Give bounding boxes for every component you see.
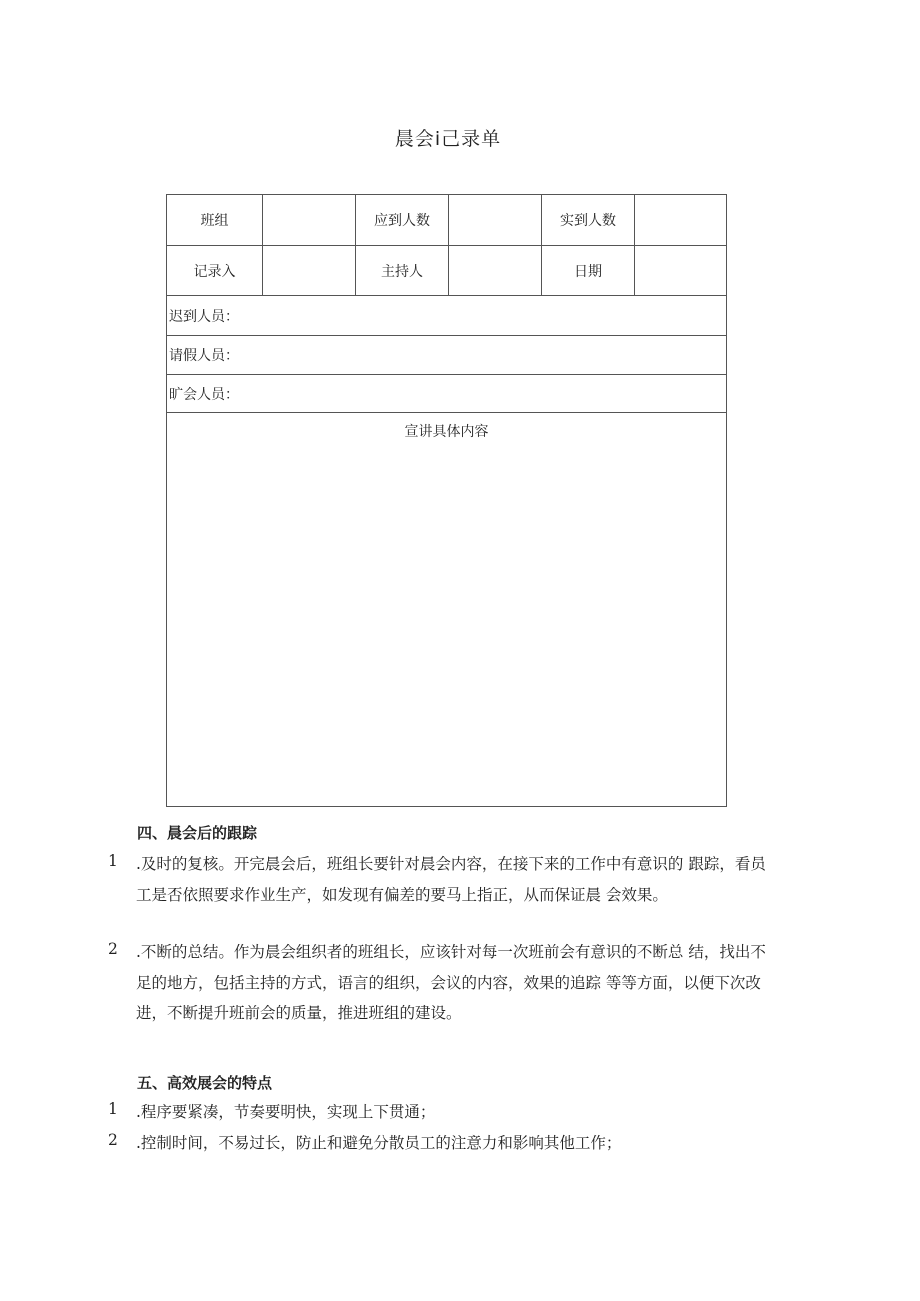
item-text: .不断的总结。作为晨会组织者的班组长，应该针对每一次班前会有意识的不断总 结，找出不足的地方，包括主持的方式，语言的组织，会议的内容，效果的追踪 等等方面，以便下次改进，不断提升班前会的质量，推进班组的建设。 [136,943,766,1022]
absent-staff-label: 旷会人员： [169,386,239,403]
item-number: 2 [108,940,118,958]
host-label: 主持人 [356,246,449,295]
item-text: .程序要紧凑，节奏要明快，实现上下贯通； [136,1103,436,1121]
host-field[interactable] [449,246,542,295]
recorder-field[interactable] [263,246,356,295]
absent-staff-row[interactable] [167,375,726,413]
meeting-record-form [166,194,727,807]
item-text: .及时的复核。开完晨会后，班组长要针对晨会内容，在接下来的工作中有意识的 跟踪，看员工是否依照要求作业生产，如发现有偏差的要马上指正，从而保证晨 会效果。 [136,855,766,904]
team-value-field[interactable] [263,195,356,245]
date-label: 日期 [542,246,635,295]
form-row-team [167,195,726,246]
content-area[interactable] [167,440,726,806]
leave-staff-row[interactable] [167,336,726,375]
late-staff-label: 迟到人员： [169,308,239,325]
item-number: 1 [108,852,118,870]
content-heading: 宣讲具体内容 [404,424,489,440]
document-title: 晨会ⅰ己录单 [394,128,502,150]
recorder-label: 记录入 [167,246,263,295]
item-text: .控制时间，不易过长，防止和避免分散员工的注意力和影响其他工作； [136,1134,622,1152]
section-5-title: 五、高效展会的特点 [137,1074,273,1092]
expected-count-field[interactable] [449,195,542,245]
expected-count-label: 应到人数 [356,195,449,245]
form-row-recorder [167,246,726,296]
late-staff-row[interactable] [167,296,726,336]
leave-staff-label: 请假人员： [169,348,239,364]
item-number: 2 [108,1131,118,1149]
item-number: 1 [108,1100,118,1118]
actual-count-label: 实到人数 [542,195,635,245]
team-label: 班组 [167,195,263,245]
date-field[interactable] [635,246,726,295]
actual-count-field[interactable] [635,195,726,245]
section-4-title: 四、晨会后的跟踪 [137,824,258,842]
